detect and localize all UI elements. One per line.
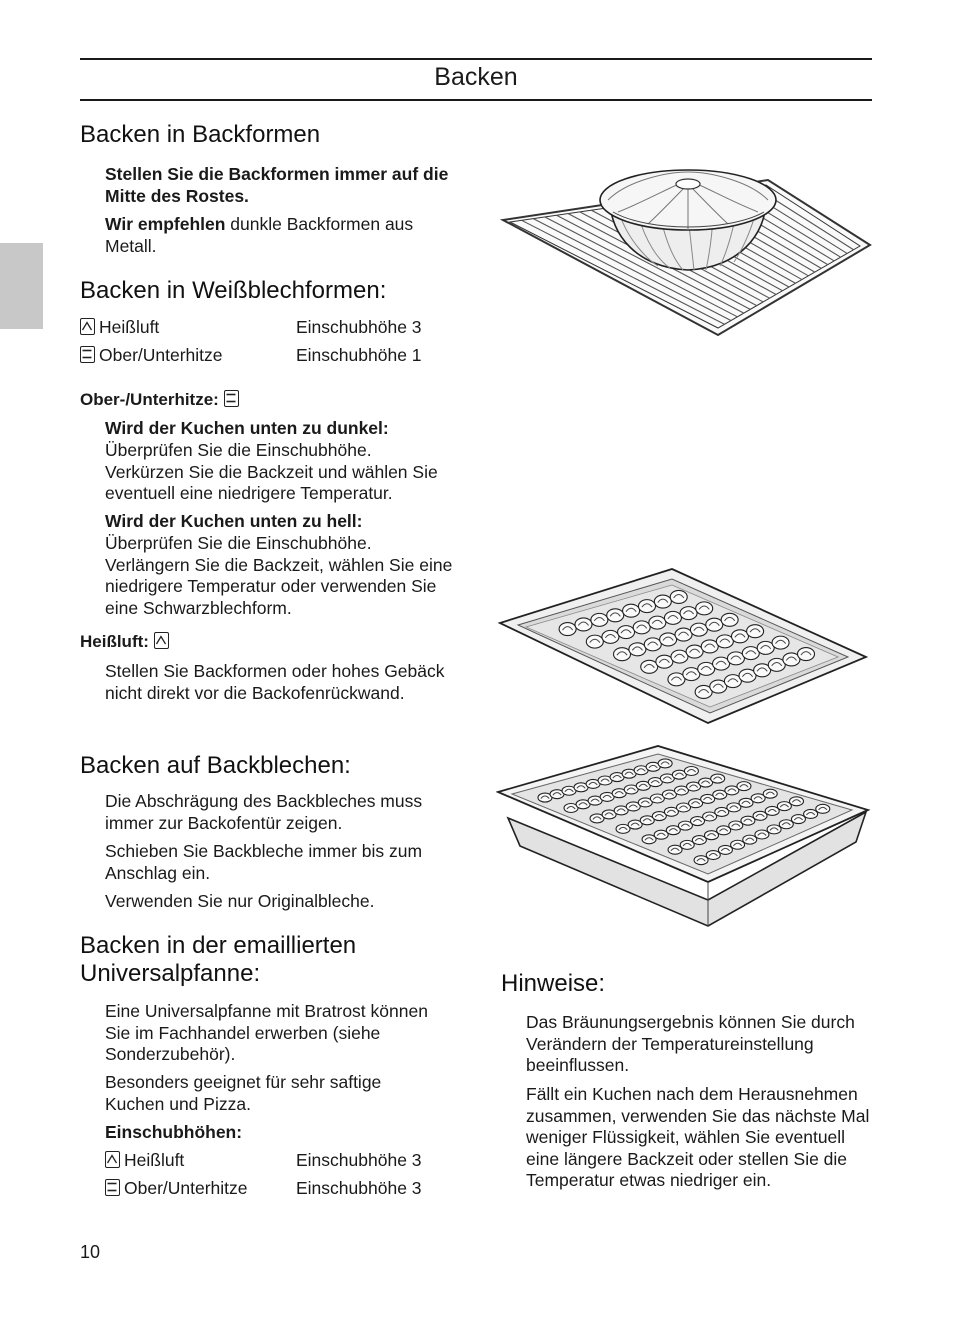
sec1-p2-bold: Wir empfehlen <box>105 214 226 234</box>
section-title-backbleche: Backen auf Backblechen: <box>80 752 351 779</box>
sec3-paragraph-3: Verwenden Sie nur Originalbleche. <box>105 891 375 911</box>
baking-sheet-illustration <box>496 565 870 727</box>
sec2-answer-1: Überprüfen Sie die Einschubhöhe. Verkürzen Sie die Backzeit und wählen Sie eventuell eine niedrigere Temperatur. <box>105 440 438 504</box>
sec4-row-1-mode: Heißluft <box>124 1150 185 1170</box>
sec2-question-2: Wird der Kuchen unten zu hell: <box>105 511 363 531</box>
section-title-weissblech: Backen in Weißblechformen: <box>80 277 387 304</box>
universal-pan-illustration <box>496 742 872 932</box>
sub-heissluft-label: Heißluft: <box>80 632 149 651</box>
top-bottom-heat-icon <box>105 1179 120 1196</box>
sec2-row-2-level: Einschubhöhe 1 <box>296 345 422 365</box>
sec2-row-1-level: Einschubhöhe 3 <box>296 317 422 337</box>
section-title-hinweise: Hinweise: <box>501 970 606 997</box>
sec4-row-1 <box>105 1149 184 1171</box>
sec2-row-1-mode: Heißluft <box>99 317 160 337</box>
top-bottom-heat-icon <box>224 390 239 407</box>
sec3-paragraph-2: Schieben Sie Backbleche immer bis zum Anschlag ein. <box>105 841 423 883</box>
fan-icon <box>80 318 95 335</box>
sec2-row-1 <box>80 316 159 338</box>
sub-ober-unterhitze-label: Ober-/Unterhitze: <box>80 390 219 409</box>
hints-paragraph-2: Fällt ein Kuchen nach dem Herausnehmen zusammen, verwenden Sie das nächste Mal weniger Flüssigkeit, wählen Sie eventuell eine längere Backzeit oder stellen Sie die Temperatur etwas niedriger ein. <box>526 1084 870 1191</box>
sec4-row-2-mode: Ober/Unterhitze <box>124 1178 248 1198</box>
sub-ober-unterhitze <box>80 390 243 410</box>
sec4-row-2-level: Einschubhöhe 3 <box>296 1178 422 1198</box>
sub-heissluft <box>80 632 173 652</box>
sec1-p2-rest: dunkle Backformen aus Metall. <box>105 214 414 256</box>
hints-paragraph-1: Das Bräunungsergebnis können Sie durch Verändern der Temperatureinstellung beeinflussen. <box>526 1012 855 1076</box>
sec2-question-1: Wird der Kuchen unten zu dunkel: <box>105 418 389 438</box>
sec4-title-line2: Universalpfanne: <box>80 960 261 987</box>
sec2-row-2 <box>80 344 223 366</box>
sec3-paragraph-1: Die Abschrägung des Backbleches muss immer zur Backofentür zeigen. <box>105 791 423 833</box>
fan-icon <box>154 632 169 649</box>
wire-rack-with-cake-illustration <box>498 160 874 340</box>
sec4-row-1-level: Einschubhöhe 3 <box>296 1150 422 1170</box>
top-bottom-heat-icon <box>80 346 95 363</box>
section-title-backformen: Backen in Backformen <box>80 121 321 148</box>
sec4-paragraph-1: Eine Universalpfanne mit Bratrost können Sie im Fachhandel erwerben (siehe Sonderzubehör). <box>105 1001 428 1065</box>
side-tab-marker <box>0 243 43 329</box>
header-bottom-rule <box>80 99 872 101</box>
page-number: 10 <box>80 1242 101 1262</box>
sec2-answer-3: Stellen Sie Backformen oder hohes Gebäck nicht direkt vor die Backofenrückwand. <box>105 661 445 703</box>
sec1-paragraph-2 <box>105 214 455 257</box>
sec4-row-2 <box>105 1177 248 1199</box>
sec2-answer-2: Überprüfen Sie die Einschubhöhe. Verlängern Sie die Backzeit, wählen Sie eine niedrigere Temperatur oder verwenden Sie eine Schwarzblechform. <box>105 533 453 618</box>
fan-icon <box>105 1151 120 1168</box>
sec1-paragraph-1: Stellen Sie die Backformen immer auf die Mitte des Rostes. <box>105 164 449 206</box>
sec4-subheading: Einschubhöhen: <box>105 1122 243 1142</box>
section-title-universalpfanne <box>80 932 356 988</box>
sec2-row-2-mode: Ober/Unterhitze <box>99 345 223 365</box>
sec4-title-line1: Backen in der emaillierten <box>80 932 357 959</box>
page-header-title: Backen <box>434 63 518 91</box>
sec4-paragraph-2: Besonders geeignet für sehr saftige Kuchen und Pizza. <box>105 1072 382 1114</box>
header-top-rule <box>80 58 872 60</box>
